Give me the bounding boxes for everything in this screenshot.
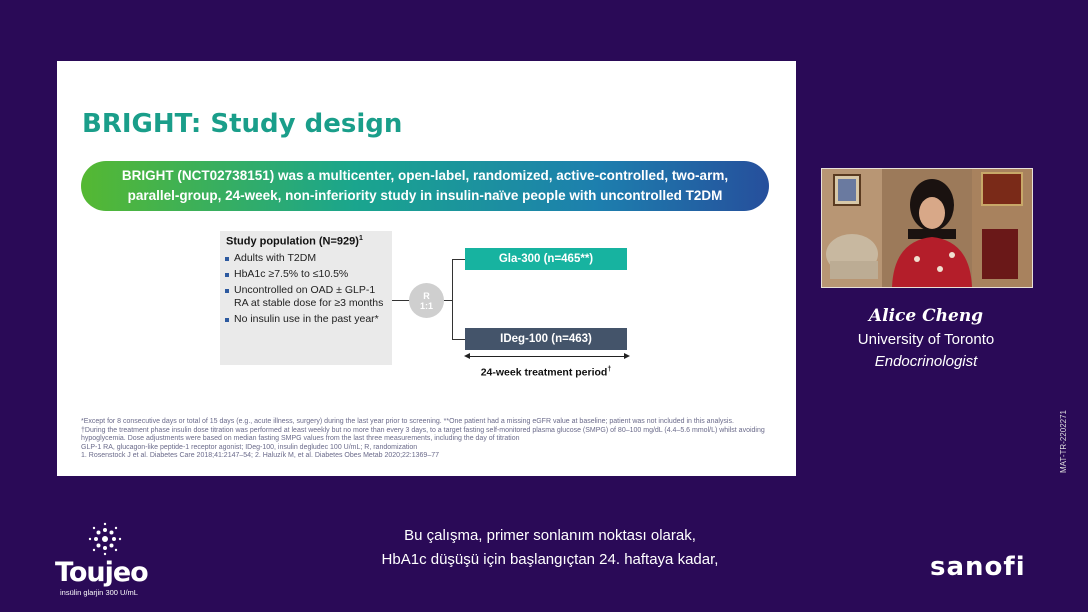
toujeo-logo <box>55 522 165 602</box>
slide-title: BRIGHT: Study design <box>82 109 403 139</box>
connector-line <box>392 300 409 301</box>
subtitle-line-2: HbA1c düşüşü için başlangıçtan 24. haftaya kadar, <box>381 551 719 568</box>
connector-line <box>452 259 453 339</box>
arrow-head-right-icon <box>624 353 630 359</box>
population-criteria-list <box>224 252 388 329</box>
speaker-role: Endocrinologist <box>874 353 978 370</box>
video-subtitles <box>250 524 850 572</box>
randomization-circle: R 1:1 <box>409 283 444 318</box>
study-population-box <box>220 231 392 365</box>
population-title: Study population (N=929)$^1$ <box>226 235 363 248</box>
period-arrow <box>468 356 624 357</box>
arm-gla300: Gla-300 (n=465**) <box>465 248 627 270</box>
connector-line <box>452 259 465 260</box>
treatment-period-label: 24-week treatment period† <box>480 366 612 379</box>
toujeo-burst-icon <box>85 522 125 556</box>
criteria-item: HbA1c ≥7.5% to ≤10.5% <box>224 268 388 281</box>
webcam-scene <box>822 169 1032 287</box>
toujeo-wordmark: Toujeo <box>55 557 148 588</box>
connector-line <box>452 339 465 340</box>
criteria-item: Adults with T2DM <box>224 252 388 265</box>
arm-ideg100: IDeg-100 (n=463) <box>465 328 627 350</box>
sanofi-logo: sanofi <box>930 552 1026 582</box>
footnote: †During the treatment phase insulin dose titration was performed at least weekly but no more than every 3 days, to a target fasting self-monitored plasma glucose (SMPG) of 80–100 mg/dL (4.4–5.6 mmol/L) whilst avoiding hypoglycemia. Dose adjustments were based on median fasting SMPG values from the last three measurements, including the day of titration <box>81 426 765 442</box>
criteria-item: Uncontrolled on OAD ± GLP-1 RA at stable dose for ≥3 months <box>224 284 388 310</box>
toujeo-subtext: insülin glarjin 300 U/mL <box>60 588 138 597</box>
presentation-slide <box>57 61 796 476</box>
speaker-institution: University of Toronto <box>857 331 995 348</box>
footnote: GLP-1 RA, glucagon-like peptide-1 receptor agonist; IDeg-100, insulin degludec 100 U/mL; R, randomization <box>81 443 418 451</box>
banner-line-1: BRIGHT (NCT02738151) was a multicenter, open-label, randomized, active-controlled, two-arm, <box>121 168 729 183</box>
subtitle-line-1: Bu çalışma, primer sonlanım noktası olarak, <box>404 527 696 544</box>
footnote: *Except for 8 consecutive days or total of 15 days (e.g., acute illness, surgery) during the last year prior to screening. **One patient had a missing eGFR value at baseline; patient was not included in this analysis. <box>81 418 734 425</box>
footnote: 1. Rosenstock J et al. Diabetes Care 2018;41:2147–54; 2. Haluzík M, et al. Diabetes Obes Metab 2020;22:1369–77 <box>81 452 440 459</box>
slide-footnotes <box>81 418 781 461</box>
banner-line-2: parallel-group, 24-week, non-inferiority study in insulin-naïve people with uncontrolled T2DM <box>127 188 723 203</box>
connector-line <box>444 300 452 301</box>
criteria-item: No insulin use in the past year* <box>224 313 388 326</box>
speaker-name: Alice Cheng <box>868 306 984 326</box>
material-code: MAT-TR-2202271 <box>1059 410 1068 473</box>
speaker-webcam-video <box>821 168 1033 288</box>
study-summary-banner <box>81 161 769 211</box>
